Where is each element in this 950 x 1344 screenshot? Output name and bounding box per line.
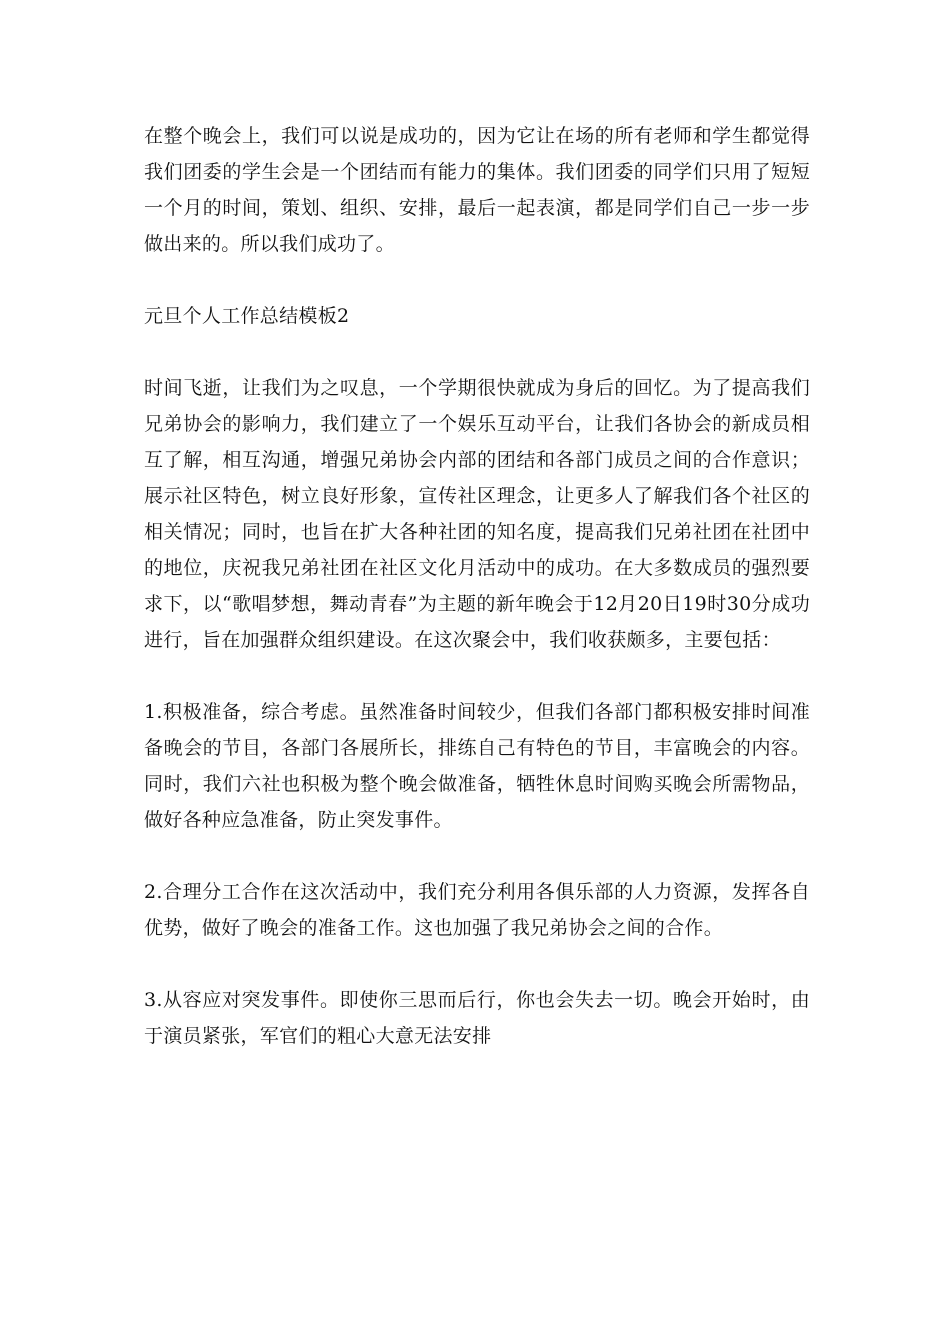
paragraph-intro: 在整个晚会上，我们可以说是成功的，因为它让在场的所有老师和学生都觉得我们团委的学生会是一个团结而有能力的集体。我们团委的同学们只用了短短一个月的时间，策划、组织、安排，最后一起表演，都是同学们自己一步一步做出来的。所以我们成功了。 <box>144 125 810 255</box>
document-body <box>144 118 810 1090</box>
paragraph-point-2: 2.合理分工合作在这次活动中，我们充分利用各俱乐部的人力资源，发挥各自优势，做好了晚会的准备工作。这也加强了我兄弟协会之间的合作。 <box>144 881 810 939</box>
paragraph-point-1: 1.积极准备，综合考虑。虽然准备时间较少，但我们各部门都积极安排时间准备晚会的节目，各部门各展所长，排练自己有特色的节目，丰富晚会的内容。同时，我们六社也积极为整个晚会做准备，牺牲休息时间购买晚会所需物品，做好各种应急准备，防止突发事件。 <box>144 701 810 831</box>
section-heading: 元旦个人工作总结模板2 <box>144 305 350 327</box>
paragraph-overview: 时间飞逝，让我们为之叹息，一个学期很快就成为身后的回忆。为了提高我们兄弟协会的影响力，我们建立了一个娱乐互动平台，让我们各协会的新成员相互了解，相互沟通，增强兄弟协会内部的团结和各部门成员之间的合作意识；展示社区特色，树立良好形象，宣传社区理念，让更多人了解我们各个社区的相关情况；同时，也旨在扩大各种社团的知名度，提高我们兄弟社团在社团中的地位，庆祝我兄弟社团在社区文化月活动中的成功。在大多数成员的强烈要求下，以“歌唱梦想，舞动青春”为主题的新年晚会于12月20日19时30分成功进行，旨在加强群众组织建设。在这次聚会中，我们收获颇多，主要包括： <box>144 377 810 651</box>
paragraph-point-3: 3.从容应对突发事件。即使你三思而后行，你也会失去一切。晚会开始时，由于演员紧张，军官们的粗心大意无法安排 <box>144 989 810 1047</box>
